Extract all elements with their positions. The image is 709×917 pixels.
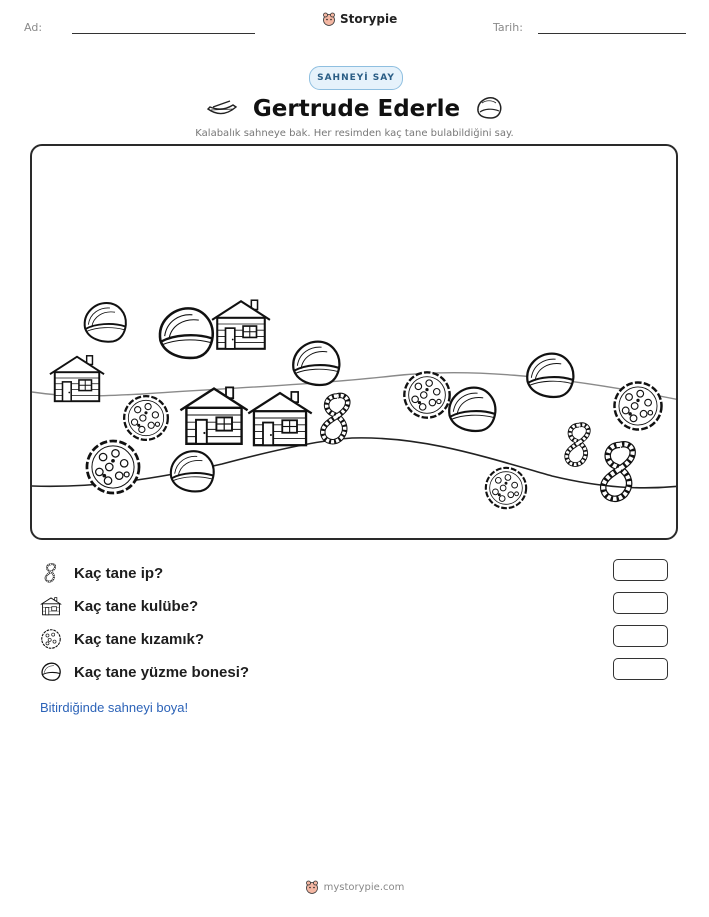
swim-cap-icon — [40, 661, 62, 683]
question-text: Kaç tane yüzme bonesi? — [74, 663, 250, 681]
counting-scene[interactable] — [30, 144, 678, 540]
swim-cap — [160, 308, 213, 358]
question-swim-cap — [40, 660, 680, 684]
activity-badge: SAHNEYİ SAY — [309, 66, 403, 90]
instructions: Kalabalık sahneye bak. Her resimden kaç tane bulabildiğini say. — [195, 128, 514, 139]
swim-cap — [449, 388, 495, 431]
measles — [404, 372, 449, 417]
question-text: Kaç tane ip? — [74, 564, 164, 582]
swim-cap — [293, 342, 339, 385]
brand-logo — [322, 12, 397, 26]
question-text: Kaç tane kulübe? — [74, 597, 199, 615]
rope — [567, 425, 588, 465]
rope — [603, 444, 632, 499]
cabin — [248, 392, 311, 445]
scene-drawing — [32, 146, 678, 540]
measles — [614, 382, 661, 429]
measles-icon — [40, 628, 62, 650]
measles — [124, 396, 168, 440]
answer-box-cabin[interactable] — [613, 592, 668, 614]
storypie-mascot-icon — [305, 880, 319, 894]
name-line[interactable] — [72, 33, 255, 34]
footer — [0, 880, 709, 894]
page-title: Gertrude Ederle — [252, 96, 461, 122]
measles — [486, 468, 526, 508]
date-line[interactable] — [538, 33, 686, 34]
name-label: Ad: — [24, 21, 43, 34]
measles — [87, 441, 139, 493]
cabin — [212, 300, 270, 349]
question-rope — [40, 561, 680, 585]
cabin — [180, 387, 247, 443]
cabin-icon — [40, 595, 62, 617]
rowboat-icon — [205, 97, 239, 121]
answer-box-swim-cap[interactable] — [613, 658, 668, 680]
swim-cap — [171, 451, 214, 491]
date-label: Tarih: — [493, 21, 523, 34]
back-hill-line — [32, 373, 678, 400]
answer-box-rope[interactable] — [613, 559, 668, 581]
question-cabin — [40, 594, 680, 618]
answer-box-measles[interactable] — [613, 625, 668, 647]
question-measles — [40, 627, 680, 651]
question-text: Kaç tane kızamık? — [74, 630, 205, 648]
swim-cap — [527, 354, 573, 397]
brand-name: Storypie — [340, 12, 398, 26]
rope-icon — [40, 562, 62, 584]
finish-instruction: Bitirdiğinde sahneyi boya! — [40, 700, 189, 715]
title-row — [0, 92, 709, 126]
swim-cap — [85, 303, 126, 342]
rope — [323, 395, 348, 441]
cabin — [50, 356, 104, 401]
storypie-mascot-icon — [322, 12, 336, 26]
swim-cap-icon — [474, 95, 504, 123]
footer-url[interactable]: mystorypie.com — [323, 881, 405, 893]
